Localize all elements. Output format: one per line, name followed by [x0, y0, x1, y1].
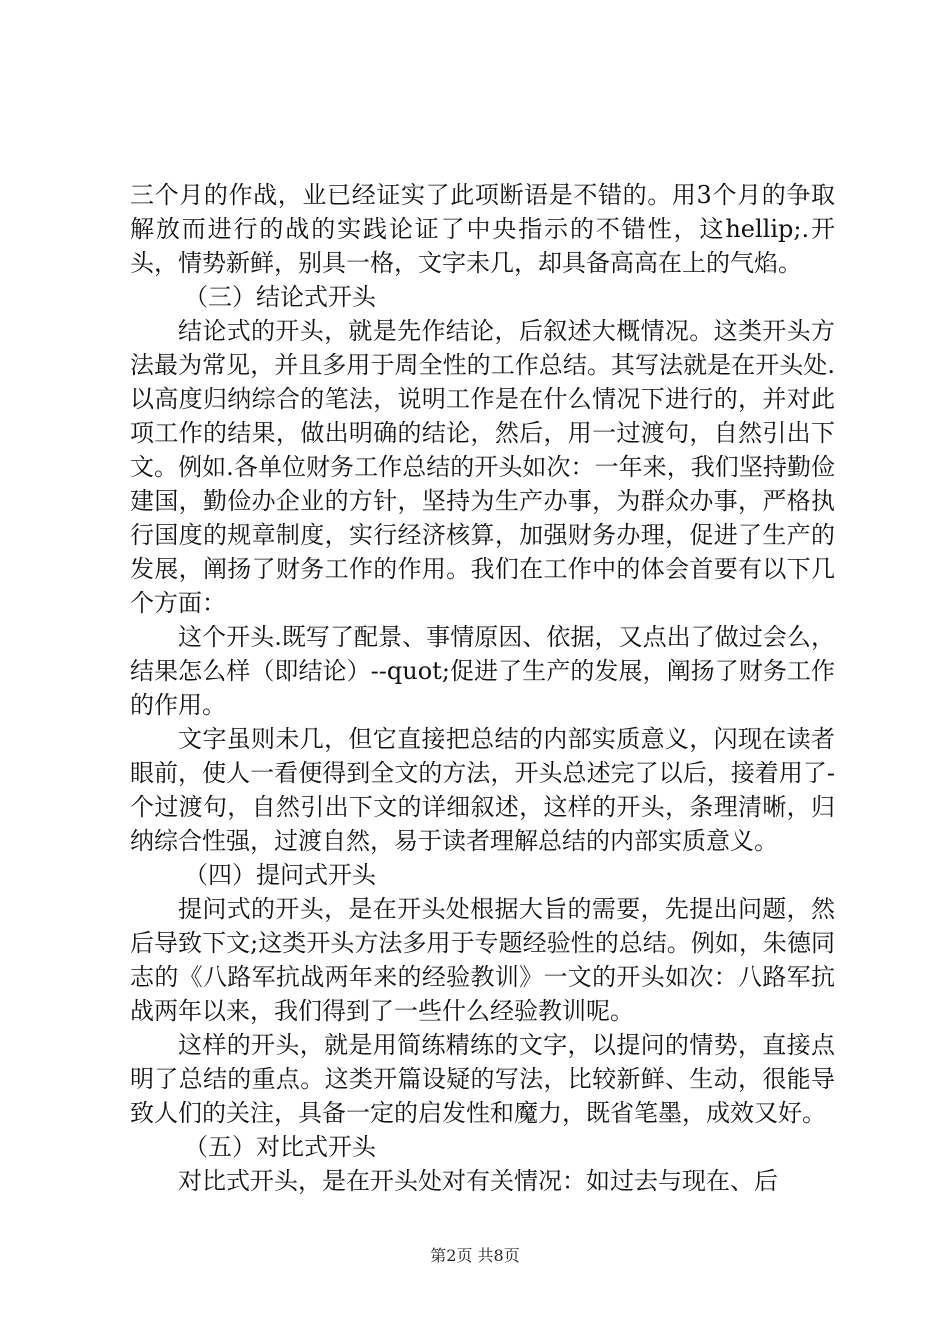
paragraph-conclusion-opening: 结论式的开头，就是先作结论，后叙述大概情况。这类开头方法最为常见，并且多用于周全性的工作总结。其写法就是在开头处.以高度归纳综合的笔法，说明工作是在什么情况下进行的，并对此项工作的结果，做出明确的结论，然后，用一过渡句，自然引出下文。例如.各单位财务工作总结的开头如次：一年来，我们坚持勤俭建国，勤俭办企业的方针，坚持为生产办事，为群众办事，严格执行国度的规章制度，实行经济核算，加强财务办理，促进了生产的发展，阐扬了财务工作的作用。我们在工作中的体会首要有以下几个方面：	[130, 317, 835, 617]
section-heading-contrast-opening: （五）对比式开头	[184, 1133, 376, 1161]
paragraph-contrast-opening: 对比式开头，是在开头处对有关情况：如过去与现在、后	[178, 1167, 778, 1195]
section-heading-conclusion-opening: （三）结论式开头	[184, 283, 376, 311]
paragraph-question-analysis: 这样的开头，就是用简练精练的文字，以提问的情势，直接点明了总结的重点。这类开篇设疑的写法，比较新鲜、生动，很能导致人们的关注，具备一定的启发性和魔力，既省笔墨，成效又好。	[130, 1031, 835, 1127]
paragraph-question-opening: 提问式的开头，是在开头处根据大旨的需要，先提出问题，然后导致下文;这类开头方法多用于专题经验性的总结。例如，朱德同志的《八路军抗战两年来的经验教训》一文的开头如次：八路军抗战两年以来，我们得到了一些什么经验教训呢。	[130, 895, 835, 1025]
paragraph-conclusion-analysis: 这个开头.既写了配景、事情原因、依据，又点出了做过会么，结果怎么样（即结论）--quot;促进了生产的发展，阐扬了财务工作的作用。	[130, 623, 835, 719]
paragraph-intro-continuation: 三个月的作战，业已经证实了此项断语是不错的。用3个月的争取解放而进行的战的实践论证了中央指示的不错性，这hellip;.开头，情势新鲜，别具一格，文字未几，却具备高高在上的气焰。	[130, 181, 835, 277]
document-body	[130, 178, 835, 1198]
paragraph-conclusion-summary: 文字虽则未几，但它直接把总结的内部实质意义，闪现在读者眼前，使人一看便得到全文的方法，开头总述完了以后，接着用了-个过渡句，自然引出下文的详细叙述，这样的开头，条理清晰，归纳综合性强，过渡自然，易于读者理解总结的内部实质意义。	[130, 725, 835, 855]
section-heading-question-opening: （四）提问式开头	[184, 861, 376, 889]
page-number-footer: 第2页 共8页	[430, 1246, 520, 1265]
